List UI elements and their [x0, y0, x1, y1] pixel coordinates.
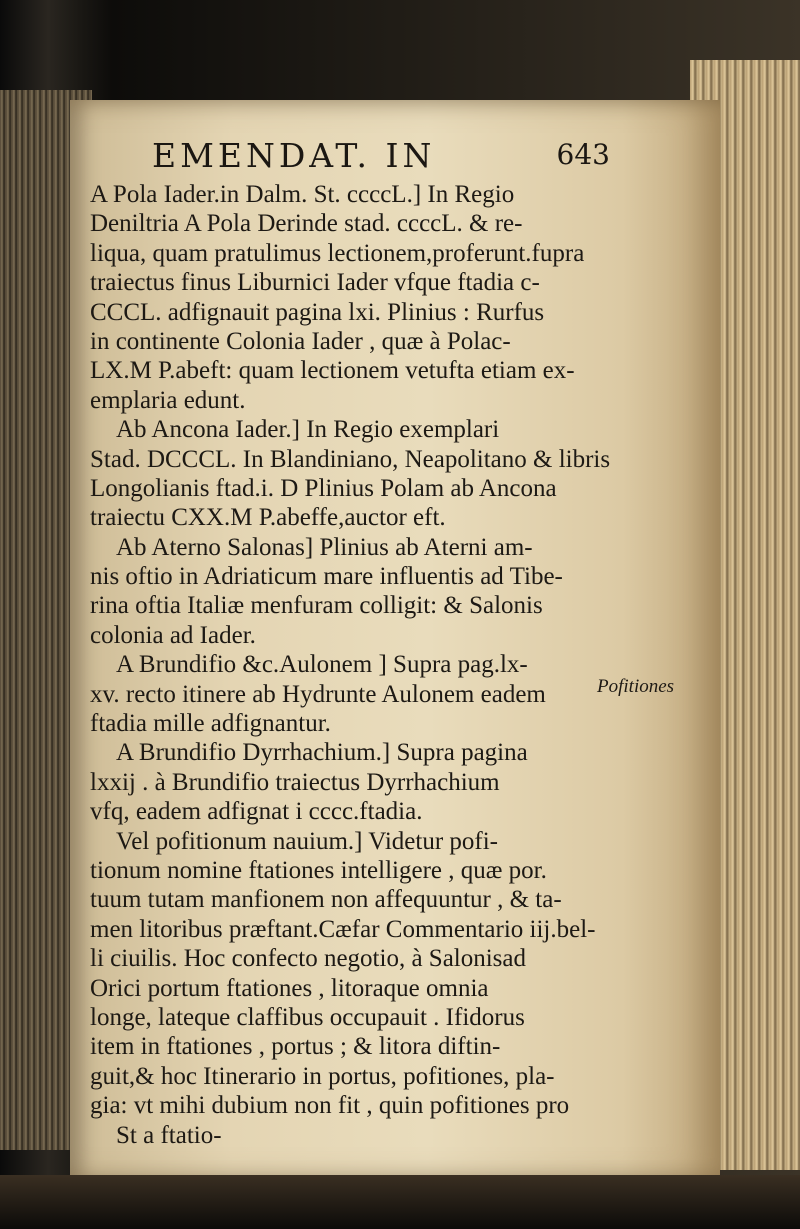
text-line: lxxij . à Brundifio traiectus Dyrrhachium — [90, 768, 500, 796]
text-line: Longolianis ftad.i. D Plinius Polam ab Ancona — [90, 474, 557, 502]
text-line: Deniltria A Pola Derinde stad. ccccL. & re- — [90, 210, 523, 238]
text-line: gia: vt mihi dubium non fit , quin pofitiones pro — [90, 1092, 570, 1120]
text-line: LX.M P.abeft: quam lectionem vetufta etiam ex- — [90, 357, 575, 385]
text-line: nis oftio in Adriaticum mare influentis ad Tibe- — [90, 563, 563, 591]
text-line: guit,& hoc Itinerario in portus, pofitiones, pla- — [90, 1062, 555, 1090]
text-line: xv. recto itinere ab Hydrunte Aulonem eadem — [90, 680, 546, 708]
text-line: vfq, eadem adfignat i cccc.ftadia. — [90, 798, 423, 826]
text-line: A Pola Iader.in Dalm. St. ccccL.] In Regio — [90, 181, 515, 208]
text-line: item in ftationes , portus ; & litora diftin- — [90, 1033, 501, 1061]
text-line: Ab Ancona Iader.] In Regio exemplari — [116, 416, 500, 444]
margin-note: Pofitiones — [597, 676, 675, 697]
text-line: traiectus finus Liburnici Iader vfque ftadia c- — [90, 269, 540, 297]
text-line: CCCL. adfignauit pagina lxi. Plinius : Rurfus — [90, 298, 545, 326]
text-line: tuum tutam manfionem non affequuntur , & ta- — [90, 886, 562, 914]
catchword-line: St a ftatio- — [116, 1121, 222, 1149]
text-line: A Brundifio &c.Aulonem ] Supra pag.lx- — [116, 651, 528, 679]
page-header — [130, 136, 610, 176]
body-text — [90, 180, 680, 1150]
text-line: traiectu CXX.M P.abeffe,auctor eft. — [90, 504, 446, 532]
text-line: longe, lateque claffibus occupauit . Ifidorus — [90, 1003, 525, 1031]
text-line: men litoribus præftant.Cæfar Commentario iij.bel- — [90, 915, 596, 943]
text-line: rina oftia Italiæ menfuram colligit: & Salonis — [90, 592, 543, 620]
text-line: colonia ad Iader. — [90, 621, 256, 649]
page-number: 643 — [556, 138, 610, 171]
text-line: tionum nomine ftationes intelligere , quæ por. — [90, 856, 547, 884]
text-line: li ciuilis. Hoc confecto negotio, à Salonisad — [90, 945, 527, 973]
text-line: A Brundifio Dyrrhachium.] Supra pagina — [116, 739, 528, 767]
text-line: in continente Colonia Iader , quæ à Polac- — [90, 327, 511, 355]
text-line: emplaria edunt. — [90, 386, 246, 414]
text-line: Orici portum ftationes , litoraque omnia — [90, 974, 489, 1002]
text-line: Ab Aterno Salonas] Plinius ab Aterni am- — [116, 533, 533, 561]
text-line: liqua, quam pratulimus lectionem,proferunt.fupra — [90, 239, 585, 267]
text-line: ftadia mille adfignantur. — [90, 710, 331, 738]
bottom-shadow — [0, 1175, 800, 1229]
text-line: Stad. DCCCL. In Blandiniano, Neapolitano & libris — [90, 445, 611, 473]
running-head: EMENDAT. IN — [152, 136, 436, 175]
text-line: Vel pofitionum nauium.] Videtur pofi- — [116, 827, 499, 855]
